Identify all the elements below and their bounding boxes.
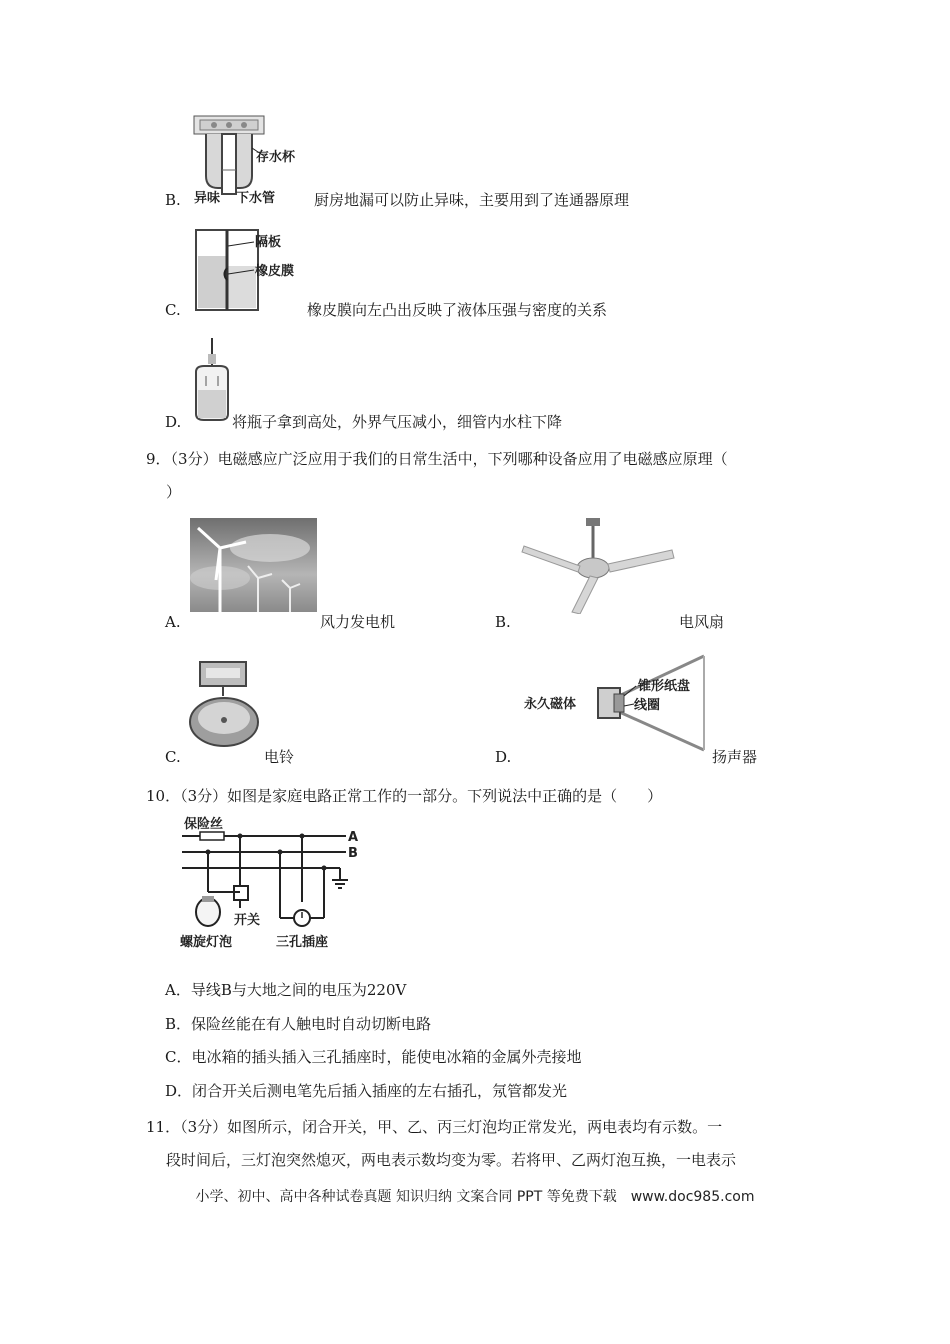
option-text: 风力发电机 <box>320 613 396 631</box>
wind-turbine-photo <box>190 518 317 612</box>
option-text: 电铃 <box>264 748 295 766</box>
magnet-label: 永久磁体 <box>524 697 577 712</box>
option-text: 将瓶子拿到高处，外界气压减小，细管内水柱下降 <box>232 413 563 431</box>
question-stem-line1: 11．（3分）如图所示，闭合开关，甲、乙、丙三灯泡均正常发光，两电表均有示数。一 <box>146 1118 723 1136</box>
option-text: 橡皮膜向左凸出反映了液体压强与密度的关系 <box>307 301 608 319</box>
question-stem-end: ） <box>166 483 182 501</box>
cone-label: 锥形纸盘 <box>638 679 691 694</box>
coil-label: 线圈 <box>634 698 661 713</box>
option-letter: B. <box>165 191 181 209</box>
switch-label: 开关 <box>234 913 261 928</box>
cup-label: 存水杯 <box>256 150 296 165</box>
bulb-label: 螺旋灯泡 <box>180 935 233 950</box>
option-letter: C. <box>165 748 181 766</box>
household-circuit-diagram <box>180 814 362 954</box>
question-stem: 9．（3分）电磁感应广泛应用于我们的日常生活中，下列哪种设备应用了电磁感应原理（ <box>146 450 728 468</box>
question-stem: 10．（3分）如图是家庭电路正常工作的一部分。下列说法中正确的是（ ） <box>146 787 663 805</box>
option-text: 电风扇 <box>679 613 725 631</box>
option-text: 厨房地漏可以防止异味，主要用到了连通器原理 <box>314 191 630 209</box>
socket-label: 三孔插座 <box>276 935 329 950</box>
pipe-label: 下水管 <box>236 191 276 206</box>
page-footer: 小学、初中、高中各种试卷真题 知识归纳 文案合同 PPT 等免费下载 www.doc985.com <box>195 1189 755 1205</box>
loudspeaker-figure <box>522 652 712 754</box>
partition-label: 隔板 <box>255 235 282 250</box>
membrane-label: 橡皮膜 <box>255 264 295 279</box>
option-letter: A. <box>165 613 181 631</box>
electric-bell-figure <box>188 656 262 748</box>
option-text: 扬声器 <box>712 748 758 766</box>
option-letter: B. <box>495 613 511 631</box>
partition-container-figure <box>192 226 304 314</box>
option-letter: D. <box>165 413 182 431</box>
option-letter: D. <box>495 748 512 766</box>
wire-a-label: A <box>348 830 359 845</box>
question-stem-line2: 段时间后，三灯泡突然熄灭，两电表示数均变为零。若将甲、乙两灯泡互换，一电表示 <box>166 1151 737 1169</box>
answer-option-a: A．导线B与大地之间的电压为220V <box>165 981 407 999</box>
floor-drain-figure <box>192 114 312 206</box>
answer-option-c: C．电冰箱的插头插入三孔插座时，能使电冰箱的金属外壳接地 <box>165 1048 582 1066</box>
answer-option-d: D．闭合开关后测电笔先后插入插座的左右插孔，氖管都发光 <box>165 1082 568 1100</box>
odor-label: 异味 <box>194 191 221 206</box>
ceiling-fan-figure <box>520 514 676 614</box>
option-letter: C. <box>165 301 181 319</box>
bottle-figure <box>186 336 238 424</box>
wire-b-label: B <box>348 846 358 861</box>
fuse-label: 保险丝 <box>184 817 224 832</box>
answer-option-b: B．保险丝能在有人触电时自动切断电路 <box>165 1015 432 1033</box>
